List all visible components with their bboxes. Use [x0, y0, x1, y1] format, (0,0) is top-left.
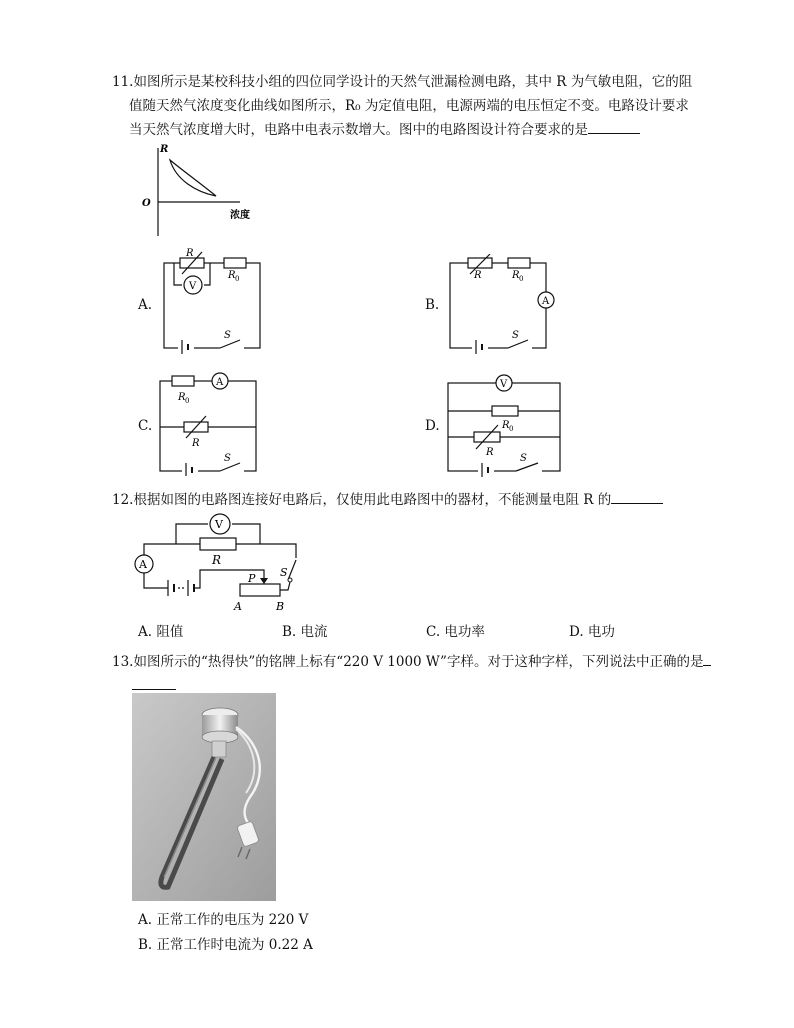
q12-option-d[interactable]: D. 电功: [569, 624, 615, 640]
q13-option-a[interactable]: A. 正常工作的电压为 220 V: [138, 912, 309, 928]
resistor-r-q12: [200, 538, 236, 550]
graph-x-label: 浓度: [230, 210, 250, 221]
resistance-curve: [170, 160, 216, 196]
svg-text:S: S: [224, 330, 231, 341]
graph-y-label: R: [160, 144, 169, 155]
svg-text:R: R: [228, 270, 236, 281]
circuit-c[interactable]: [158, 372, 262, 476]
svg-text:P: P: [248, 572, 256, 585]
svg-text:V: V: [189, 281, 197, 292]
immersion-heater-photo: [132, 693, 276, 901]
circuit-q12: [130, 512, 306, 616]
svg-text:R: R: [502, 420, 510, 431]
q12-option-a[interactable]: A. 阻值: [138, 624, 184, 640]
concentration-graph: [136, 140, 256, 240]
q11-option-c-label[interactable]: C.: [138, 418, 153, 434]
svg-text:R: R: [186, 248, 194, 259]
svg-text:R: R: [486, 447, 494, 458]
graph-origin: O: [142, 198, 151, 209]
svg-text:S: S: [520, 453, 527, 464]
svg-text:S: S: [224, 453, 231, 464]
svg-text:A: A: [139, 558, 147, 571]
svg-text:A: A: [542, 296, 550, 307]
svg-text:R: R: [212, 553, 222, 567]
q13-option-b[interactable]: B. 正常工作时电流为 0.22 A: [138, 937, 313, 953]
answer-blank[interactable]: [132, 675, 176, 690]
q11-number: 11.: [112, 74, 134, 90]
svg-text:0: 0: [185, 397, 190, 405]
q13-number: 13.: [112, 654, 134, 670]
svg-text:S: S: [280, 566, 288, 579]
svg-text:0: 0: [509, 425, 514, 433]
question-13: 13.如图所示的“热得快”的铭牌上标有“220 V 1000 W”字样。对于这种字样，下列说法中正确的是: [112, 650, 720, 698]
circuit-a[interactable]: [160, 246, 270, 354]
q11-line3: 当天然气浓度增大时，电路中电表示数增大。图中的电路图设计符合要求的是: [112, 118, 720, 142]
svg-text:A: A: [234, 600, 242, 613]
svg-text:0: 0: [235, 275, 240, 283]
svg-text:V: V: [500, 379, 508, 390]
answer-blank[interactable]: [588, 119, 640, 134]
q11-option-b-label[interactable]: B.: [425, 297, 440, 313]
circuit-d[interactable]: [446, 373, 564, 477]
svg-text:B: B: [276, 600, 285, 613]
svg-text:R: R: [512, 270, 520, 281]
q12-number: 12.: [112, 492, 134, 508]
q11-line2: 值随天然气浓度变化曲线如图所示，R₀ 为定值电阻，电源两端的电压恒定不变。电路设计要求: [129, 98, 689, 114]
q12-option-b[interactable]: B. 电流: [282, 624, 328, 640]
question-11: [112, 70, 720, 142]
svg-text:R: R: [192, 438, 200, 449]
svg-text:R: R: [474, 270, 482, 281]
fixed-resistor: [224, 258, 246, 268]
svg-text:A: A: [216, 377, 224, 388]
question-12: 12.根据如图的电路图连接好电路后，仅使用此电路图中的器材，不能测量电阻 R 的: [112, 488, 720, 512]
q11-option-a-label[interactable]: A.: [138, 297, 153, 313]
q11-option-d-label[interactable]: D.: [425, 418, 440, 434]
rheostat: [240, 584, 280, 596]
q11-line1: 11.如图所示是某校科技小组的四位同学设计的天然气泄漏检测电路，其中 R 为气敏电阻，它的阻: [112, 74, 693, 90]
q12-option-c[interactable]: C. 电功率: [426, 624, 485, 640]
circuit-b[interactable]: [446, 254, 556, 354]
svg-text:S: S: [512, 330, 519, 341]
svg-text:0: 0: [519, 275, 524, 283]
answer-blank[interactable]: [611, 489, 663, 504]
switch-q12: [288, 560, 296, 580]
svg-text:V: V: [215, 518, 223, 531]
gas-sensor-resistor-b: [468, 258, 492, 268]
svg-text:R: R: [178, 392, 186, 403]
